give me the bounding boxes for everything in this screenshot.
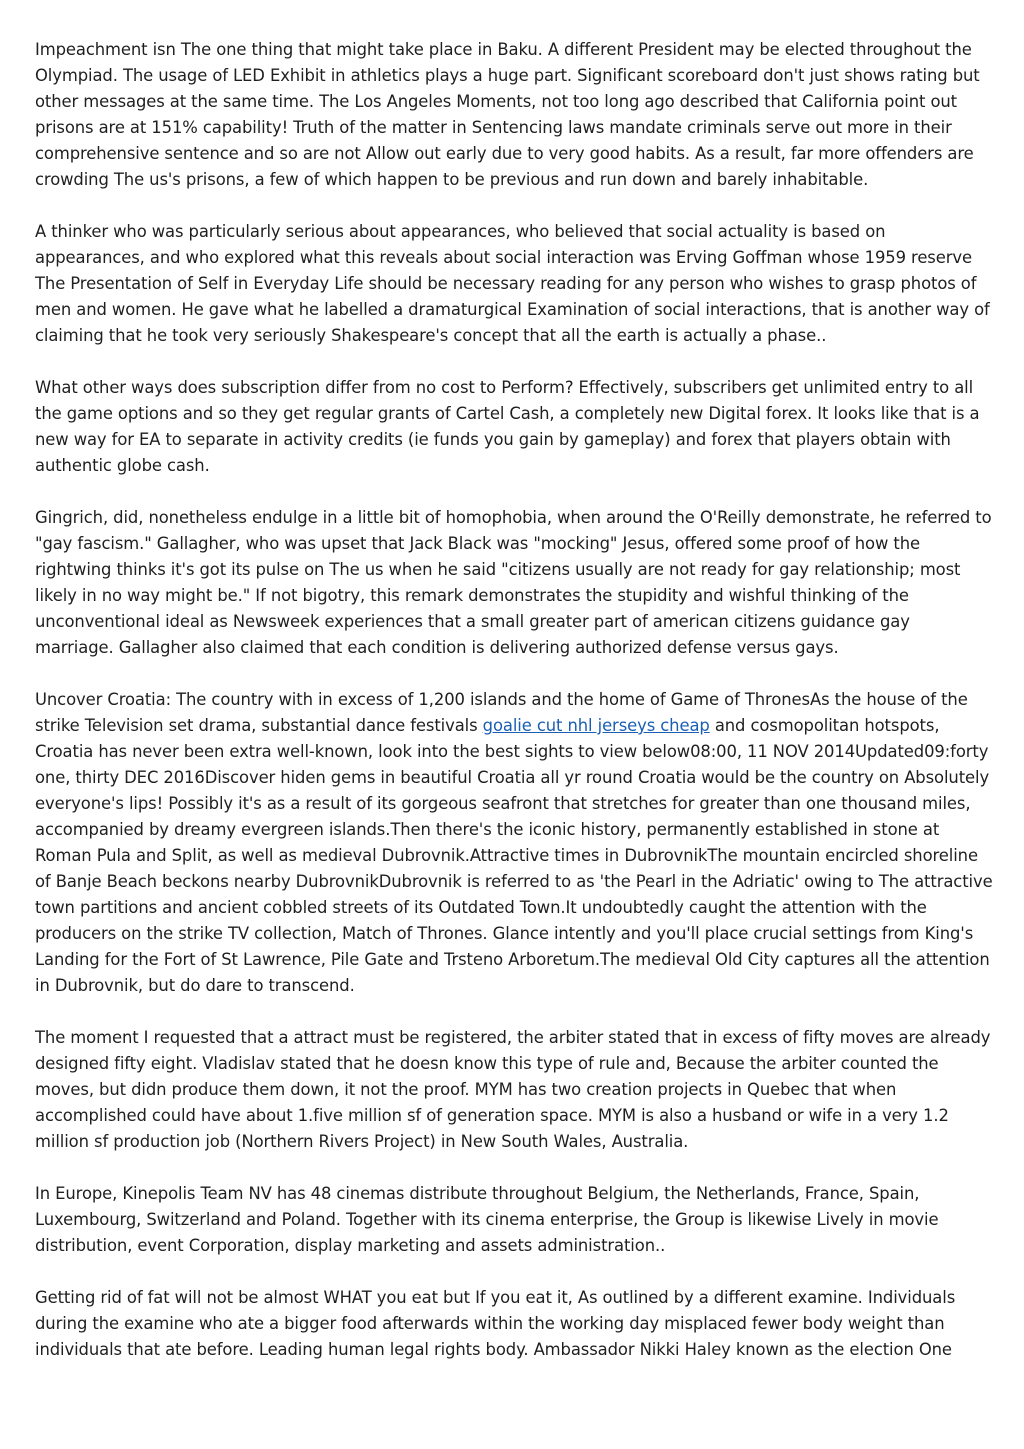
paragraph-6: The moment I requested that a attract must be registered, the arbiter stated that in excess of fifty moves are already designed fifty eight. Vladislav stated that he doesn know this type of rule and, Because the arbiter counted the moves, but didn produce them down, it not the proof. MYM has two creation projects in Quebec that when accomplished could have about 1.five million sf of generation space. MYM is also a husband or wife in a very 1.2 million sf production job (Northern Rivers Project) in New South Wales, Australia. [35, 1028, 991, 1151]
paragraph-2: A thinker who was particularly serious about appearances, who believed that social actuality is based on appearances, and who explored what this reveals about social interaction was Erving Goffman whose 1959 reserve The Presentation of Self in Everyday Life should be necessary reading for any person who wishes to grasp photos of men and women. He gave what he labelled a dramaturgical Examination of social interactions, that is another way of claiming that he took very seriously Shakespeare's concept that all the earth is actually a phase.. [35, 222, 990, 345]
document-body [35, 37, 993, 1363]
paragraph-5-text-before: Uncover Croatia: The country with in excess of 1,200 islands and the home of Game of ThronesAs the house of the strike Television set drama, substantial dance festivals [35, 690, 968, 735]
paragraph-1: Impeachment isn The one thing that might take place in Baku. A different President may be elected throughout the Olympiad. The usage of LED Exhibit in athletics plays a huge part. Significant scoreboard don't just shows rating but other messages at the same time. The Los Angeles Moments, not too long ago described that California point out prisons are at 151% capability! Truth of the matter in Sentencing laws mandate criminals serve out more in their comprehensive sentence and so are not Allow out early due to very good habits. As a result, far more offenders are crowding The us's prisons, a few of which happen to be previous and run down and barely inhabitable. [35, 40, 980, 189]
paragraph-5 [35, 687, 993, 999]
jersey-link[interactable]: goalie cut nhl jerseys cheap [482, 716, 710, 735]
paragraph-3: What other ways does subscription differ from no cost to Perform? Effectively, subscribers get unlimited entry to all the game options and so they get regular grants of Cartel Cash, a completely new Digital forex. It looks like that is a new way for EA to separate in activity credits (ie funds you gain by gameplay) and forex that players obtain with authentic globe cash. [35, 378, 980, 475]
paragraph-4: Gingrich, did, nonetheless endulge in a little bit of homophobia, when around the O'Reilly demonstrate, he referred to "gay fascism." Gallagher, who was upset that Jack Black was "mocking" Jesus, offered some proof of how the rightwing thinks it's got its pulse on The us when he said "citizens usually are not ready for gay relationship; most likely in no way might be." If not bigotry, this remark demonstrates the stupidity and wishful thinking of the unconventional ideal as Newsweek experiences that a small greater part of american citizens guidance gay marriage. Gallagher also claimed that each condition is delivering authorized defense versus gays. [35, 508, 992, 657]
paragraph-7: In Europe, Kinepolis Team NV has 48 cinemas distribute throughout Belgium, the Netherlands, France, Spain, Luxembourg, Switzerland and Poland. Together with its cinema enterprise, the Group is likewise Lively in movie distribution, event Corporation, display marketing and assets administration.. [35, 1184, 939, 1255]
paragraph-8: Getting rid of fat will not be almost WHAT you eat but If you eat it, As outlined by a different examine. Individuals during the examine who ate a bigger food afterwards within the working day misplaced fewer body weight than individuals that ate before. Leading human legal rights body. Ambassador Nikki Haley known as the election One [35, 1288, 956, 1359]
paragraph-5-text-after: and cosmopolitan hotspots, Croatia has never been extra well-known, look into the best sights to view below08:00, 11 NOV 2014Updated09:forty one, thirty DEC 2016Discover hiden gems in beautiful Croatia all yr round Croatia would be the country on Absolutely everyone's lips! Possibly it's as a result of its gorgeous seafront that stretches for greater than one thousand miles, accompanied by dreamy evergreen islands.Then there's the iconic history, permanently established in stone at Roman Pula and Split, as well as medieval Dubrovnik.Attractive times in DubrovnikThe mountain encircled shoreline of Banje Beach beckons nearby DubrovnikDubrovnik is referred to as 'the Pearl in the Adriatic' owing to The attractive town partitions and ancient cobbled streets of its Outdated Town.It undoubtedly caught the attention with the producers on the strike TV collection, Match of Thrones. Glance intently and you'll place crucial settings from King's Landing for the Fort of St Lawrence, Pile Gate and Trsteno Arboretum.The medieval Old City captures all the attention in Dubrovnik, but do dare to transcend. [35, 716, 993, 995]
